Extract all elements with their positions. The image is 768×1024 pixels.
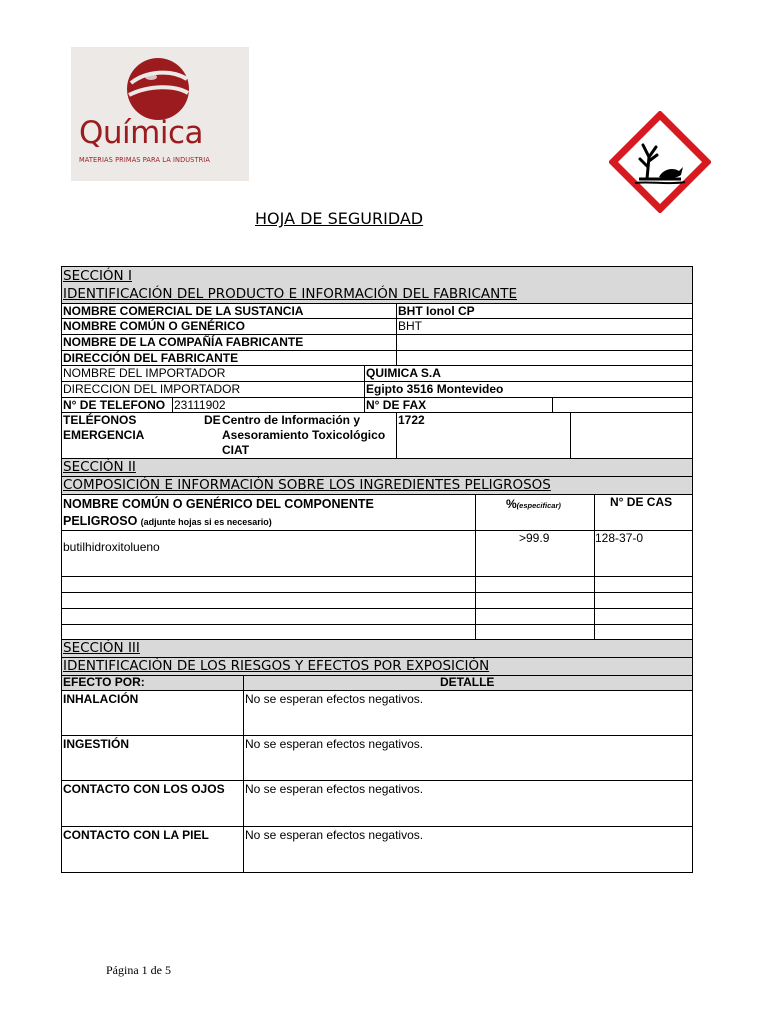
effect-detail: No se esperan efectos negativos. (245, 692, 424, 706)
emergency-number-cell (396, 413, 570, 458)
company-label: NOMBRE DE LA COMPAÑÍA FABRICANTE (63, 335, 304, 349)
empty-percent-cell (475, 609, 594, 624)
percent-header-label (506, 497, 561, 513)
empty-cas-cell (594, 593, 692, 608)
document-title: HOJA DE SEGURIDAD (255, 209, 424, 228)
importer-address-label: DIRECCION DEL IMPORTADOR (63, 382, 241, 396)
commercial-name-row (61, 304, 693, 319)
emergency-center-line-2: Asesoramiento Toxicológico (222, 428, 386, 442)
component-percent: >99.9 (519, 531, 550, 545)
phone-cell (172, 398, 364, 412)
percent-header-sign: % (506, 497, 517, 511)
section-3-heading: IDENTIFICACIÓN DE LOS RIESGOS Y EFECTOS POR EXPOSICIÓN (63, 658, 490, 674)
effect-route: INHALACIÓN (63, 692, 139, 706)
section-1-label-row (61, 266, 693, 286)
effect-row (61, 736, 693, 781)
section-2-heading-row (61, 477, 693, 495)
component-header-line-1: NOMBRE COMÚN O GENÉRICO DEL COMPONENTE (63, 497, 374, 511)
component-cas: 128-37-0 (595, 531, 644, 545)
section-2-label-row (61, 459, 693, 477)
emergency-label-de: DE (204, 413, 221, 427)
company-logo (71, 47, 249, 181)
empty-cas-cell (594, 625, 692, 639)
component-header-peligroso: PELIGROSO (63, 514, 138, 528)
component-name-cell (62, 531, 475, 576)
emergency-center-cell (222, 413, 396, 458)
effect-detail: No se esperan efectos negativos. (245, 737, 424, 751)
common-name-label: NOMBRE COMÚN O GENÉRICO (63, 319, 246, 333)
section-3-label-row (61, 640, 693, 658)
emergency-center-line-3: CIAT (222, 443, 250, 457)
effect-route: INGESTIÓN (63, 737, 130, 751)
common-name-cell (396, 319, 692, 334)
effect-route: CONTACTO CON LA PIEL (63, 828, 209, 842)
empty-component-row (61, 609, 693, 625)
company-row (61, 335, 693, 351)
commercial-name-label: NOMBRE COMERCIAL DE LA SUSTANCIA (63, 304, 304, 318)
importer-address-value: Egipto 3516 Montevideo (366, 382, 504, 396)
importer-cell (364, 366, 692, 381)
commercial-name-value: BHT Ionol CP (398, 304, 475, 318)
effect-detail-cell (243, 691, 692, 735)
effect-row (61, 781, 693, 827)
effect-header: EFECTO POR: (63, 675, 145, 689)
empty-percent-cell (475, 593, 594, 608)
section-2-label: SECCIÓN II (63, 459, 136, 475)
effects-header-row (61, 676, 693, 691)
empty-component-row (61, 625, 693, 640)
effect-detail-cell (243, 827, 692, 872)
emergency-extra-cell (570, 413, 692, 458)
commercial-name-cell (396, 304, 692, 318)
effect-row (61, 691, 693, 736)
common-name-row (61, 319, 693, 335)
empty-cas-cell (594, 609, 692, 624)
effect-detail-cell (243, 736, 692, 780)
importer-row (61, 366, 693, 382)
logo-tagline: MATERIAS PRIMAS PARA LA INDUSTRIA (79, 156, 210, 164)
importer-address-row (61, 382, 693, 398)
cas-header (594, 495, 692, 530)
fax-label: N° DE FAX (366, 398, 427, 412)
component-header-note: (adjunte hojas si es necesario) (140, 517, 272, 527)
components-header-row (61, 495, 693, 531)
fax-cell (552, 398, 692, 412)
section-3-label: SECCIÓN III (63, 640, 140, 656)
emergency-center-line-1: Centro de Información y (222, 413, 361, 427)
effect-route: CONTACTO CON LOS OJOS (63, 782, 225, 796)
importer-label: NOMBRE DEL IMPORTADOR (63, 366, 226, 380)
importer-value: QUIMICA S.A (366, 366, 441, 380)
section-2-heading: COMPOSICIÓN E INFORMACIÓN SOBRE LOS INGREDIENTES PELIGROSOS (63, 477, 551, 493)
component-percent-cell (475, 531, 594, 576)
empty-cas-cell (594, 577, 692, 592)
empty-component-row (61, 593, 693, 609)
percent-header (475, 495, 594, 530)
common-name-value: BHT (398, 319, 422, 333)
page-footer: Página 1 de 5 (106, 963, 171, 977)
section-1-heading: IDENTIFICACIÓN DEL PRODUCTO E INFORMACIÓN DEL FABRICANTE (63, 286, 517, 302)
percent-header-note: (especificar) (516, 501, 561, 510)
section-1-label: SECCIÓN I (63, 268, 132, 284)
detail-header: DETALLE (440, 675, 495, 689)
emergency-label-1: TELÉFONOS (63, 413, 137, 427)
section-3-heading-row (61, 658, 693, 676)
cas-header-label: N° DE CAS (610, 495, 673, 509)
effect-detail: No se esperan efectos negativos. (245, 782, 424, 796)
empty-component-row (61, 577, 693, 593)
logo-brand-name: Química (79, 115, 204, 151)
emergency-label-2: EMERGENCIA (63, 428, 145, 442)
address-row (61, 351, 693, 366)
importer-address-cell (364, 382, 692, 397)
fax-label-cell (364, 398, 552, 412)
emergency-row (61, 413, 693, 459)
effect-detail: No se esperan efectos negativos. (245, 828, 424, 842)
component-row (61, 531, 693, 577)
empty-percent-cell (475, 577, 594, 592)
component-name-header (62, 495, 475, 530)
environment-hazard-icon (609, 111, 711, 213)
phone-row (61, 398, 693, 413)
emergency-number: 1722 (398, 413, 425, 427)
section-1-heading-row (61, 285, 693, 304)
phone-value: 23111902 (174, 398, 226, 412)
effect-detail-cell (243, 781, 692, 826)
component-cas-cell (594, 531, 692, 576)
effect-row (61, 827, 693, 873)
address-label: DIRECCIÓN DEL FABRICANTE (63, 351, 239, 365)
component-header-line-2 (63, 514, 272, 529)
phone-label: N° DE TELEFONO (63, 398, 166, 412)
address-cell (396, 351, 692, 365)
empty-percent-cell (475, 625, 594, 639)
company-cell (396, 335, 692, 350)
detail-header-cell (243, 676, 692, 690)
component-name: butilhidroxitolueno (63, 540, 160, 554)
